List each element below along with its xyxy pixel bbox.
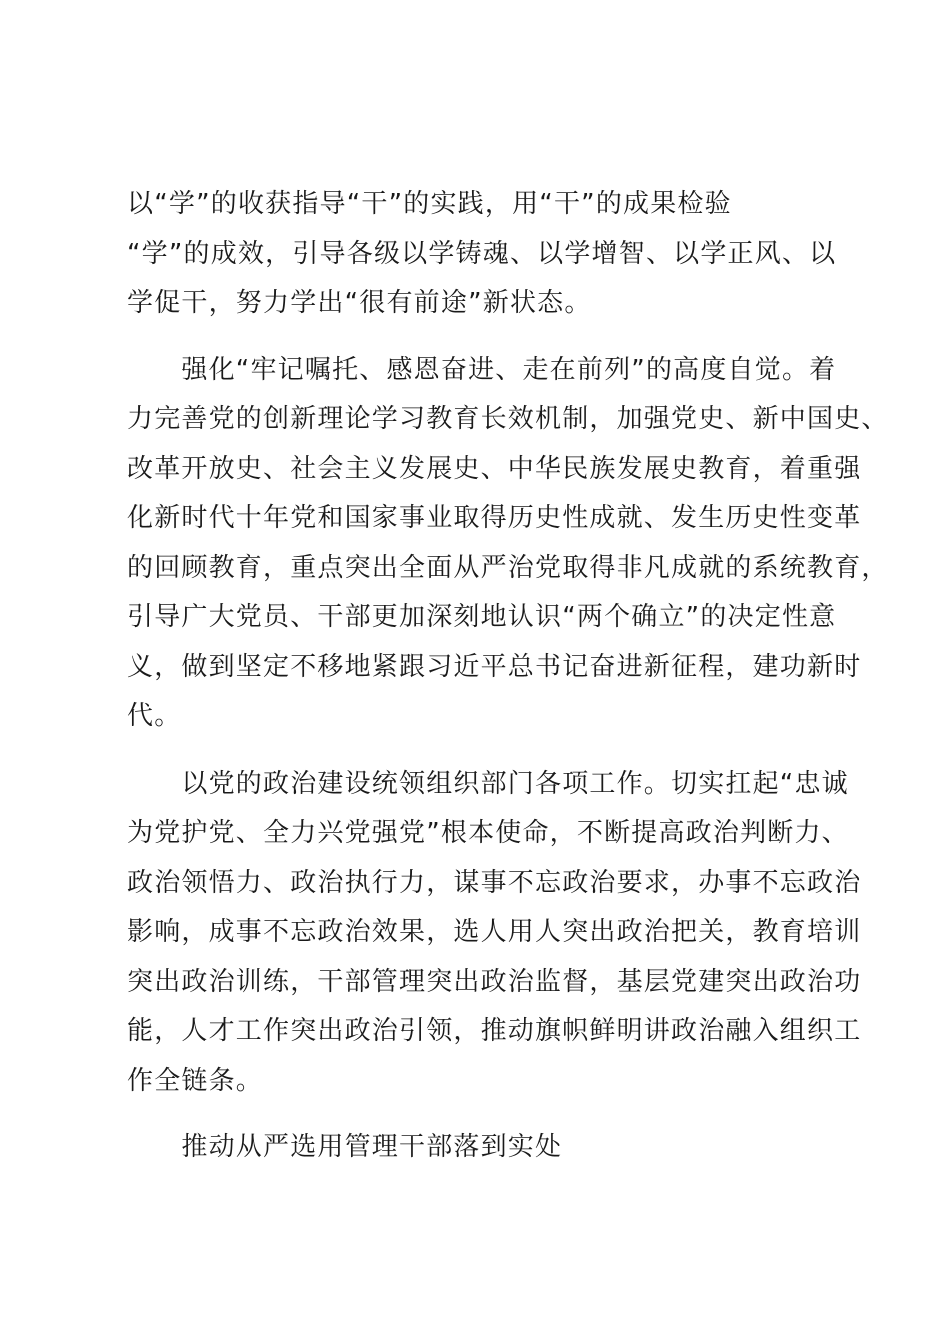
text-line: 为党护党、全力兴党强党”根本使命，不断提高政治判断力、: [127, 818, 849, 848]
text-line: “学”的成效，引导各级以学铸魂、以学增智、以学正风、以: [127, 238, 837, 269]
paragraph-2: [127, 346, 889, 742]
text-line: 强化“牢记嘱托、感恩奋进、走在前列”的高度自觉。着: [127, 354, 837, 385]
paragraph-3: [127, 760, 862, 1107]
document-body: [127, 180, 889, 1187]
text-line: 化新时代十年党和国家事业取得历史性成就、发生历史性变革: [127, 503, 862, 533]
text-line: 引导广大党员、干部更加深刻地认识“两个确立”的决定性意: [127, 602, 837, 632]
text-line: 能，人才工作突出政治引领，推动旗帜鲜明讲政治融入组织工: [127, 1016, 862, 1046]
text-line: 代。: [127, 701, 182, 731]
paragraph-1: [127, 180, 847, 329]
text-line: 力完善党的创新理论学习教育长效机制，加强党史、新中国史、: [127, 404, 889, 434]
section-heading: [127, 1123, 847, 1173]
text-line: 义，做到坚定不移地紧跟习近平总书记奋进新征程，建功新时: [127, 651, 862, 682]
text-line: 改革开放史、社会主义发展史、中华民族发展史教育，着重强: [127, 453, 862, 484]
text-line: 的回顾教育，重点突出全面从严治党取得非凡成就的系统教育，: [127, 552, 889, 583]
text-line: 政治领悟力、政治执行力，谋事不忘政治要求，办事不忘政治: [127, 867, 862, 898]
text-line: 推动从严选用管理干部落到实处: [127, 1132, 563, 1162]
text-line: 突出政治训练，干部管理突出政治监督，基层党建突出政治功: [127, 966, 862, 997]
text-line: 以党的政治建设统领组织部门各项工作。切实扛起“忠诚: [127, 768, 849, 799]
text-line: 作全链条。: [127, 1065, 264, 1096]
text-line: 以“学”的收获指导“干”的实践，用“干”的成果检验: [127, 189, 732, 219]
text-line: 影响，成事不忘政治效果，选人用人突出政治把关，教育培训: [127, 917, 862, 947]
text-line: 学促干，努力学出“很有前途”新状态。: [127, 288, 592, 318]
